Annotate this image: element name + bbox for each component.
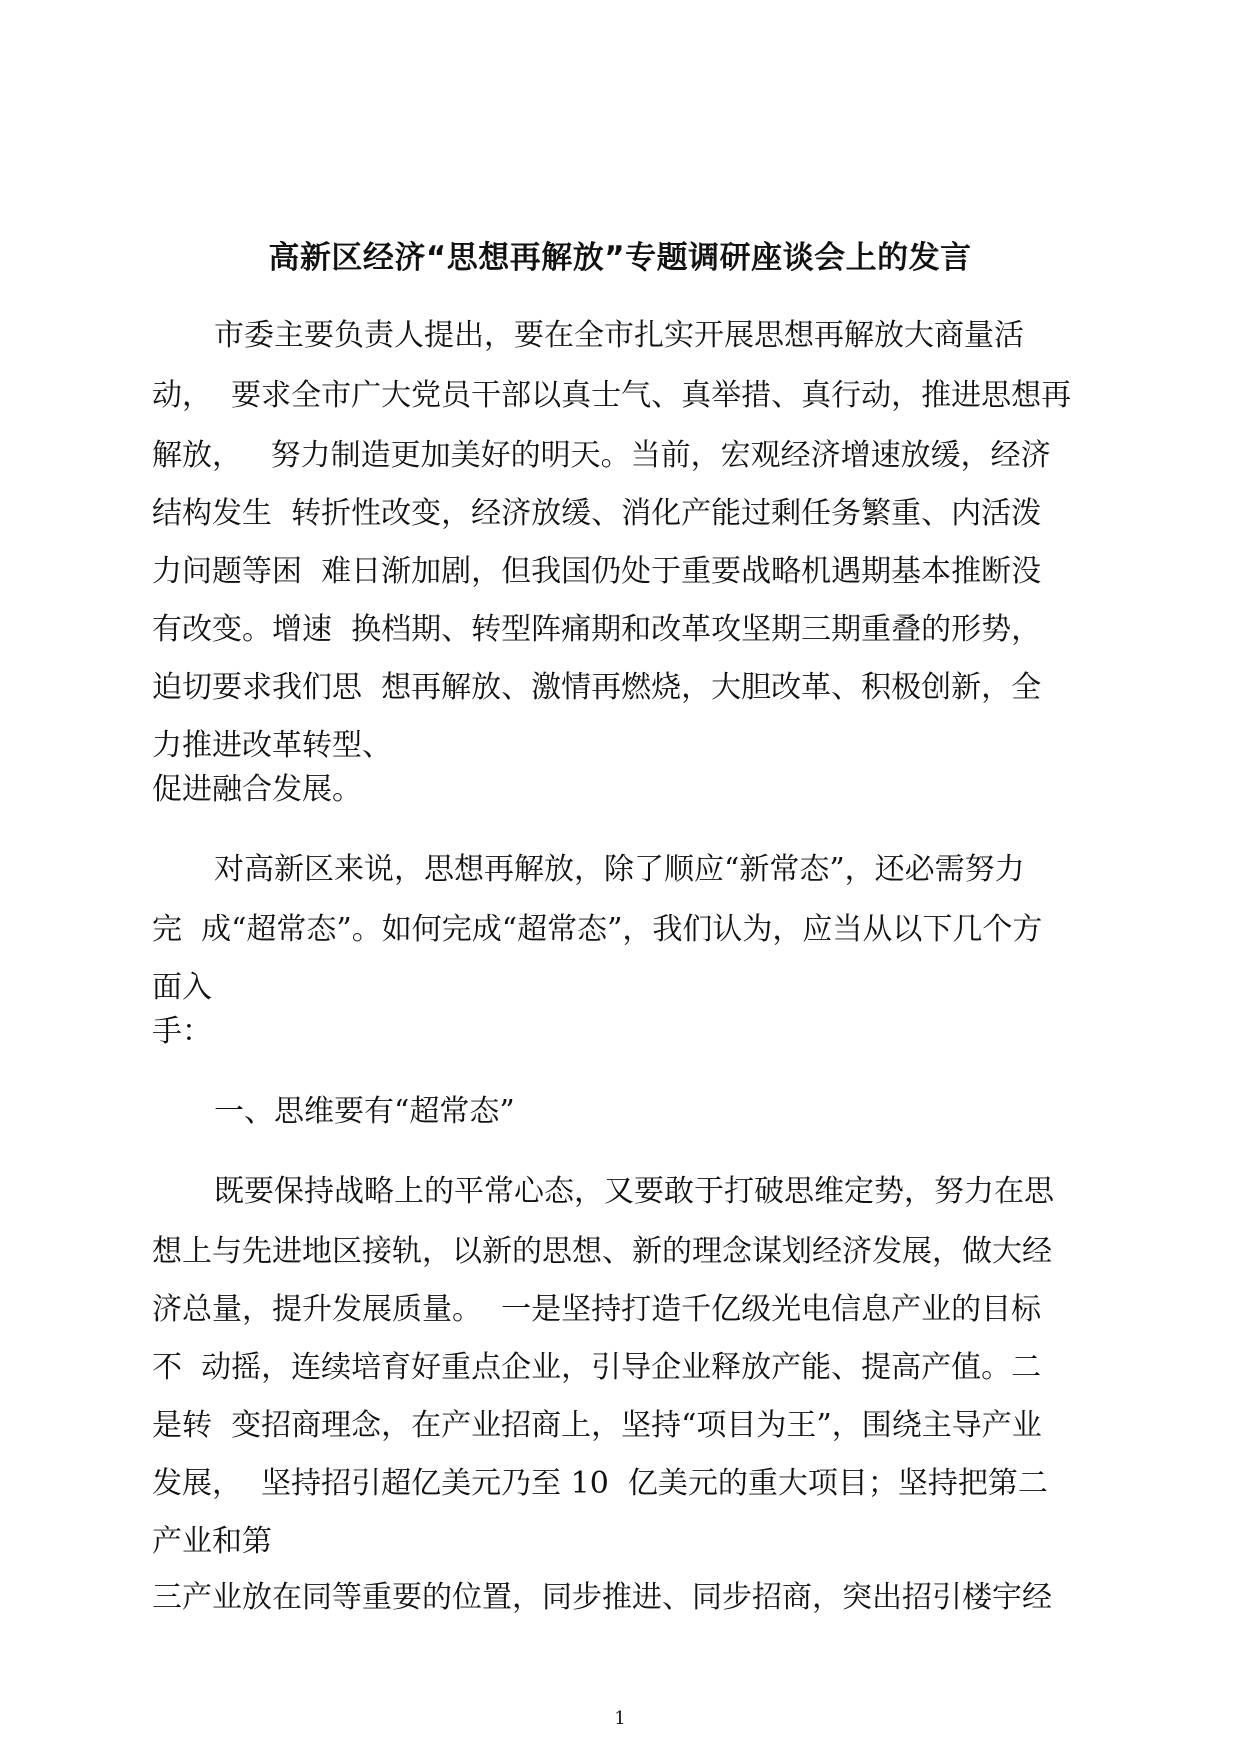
paragraph-line: 完 成“超常态”。如何完成“超常态”，我们认为，应当从以下几个方 (152, 912, 1043, 947)
paragraph-line: 发展， 坚持招引超亿美元乃至 10 亿美元的重大项目；坚持把第二 (152, 1466, 1048, 1501)
paragraph-line: 手： (152, 1014, 212, 1049)
paragraph-line: 三产业放在同等重要的位置，同步推进、同步招商，突出招引楼宇经 (152, 1580, 1052, 1615)
paragraph-line: 结构发生 转折性改变，经济放缓、消化产能过剩任务繁重、内活泼 (152, 496, 1042, 531)
page-number: 1 (614, 1708, 626, 1729)
paragraph-line: 产业和第 (152, 1524, 272, 1559)
paragraph-line: 力推进改革转型、 (152, 728, 392, 763)
paragraph-line: 对高新区来说，思想再解放，除了顺应“新常态”，还必需努力 (214, 852, 1025, 887)
paragraph-line: 是转 变招商理念，在产业招商上，坚持“项目为王”，围绕主导产业 (152, 1408, 1042, 1443)
paragraph-line: 不 动摇，连续培育好重点企业，引导企业释放产能、提高产值。二 (152, 1350, 1042, 1385)
paragraph-line: 济总量，提升发展质量。 一是坚持打造千亿级光电信息产业的目标 (152, 1292, 1042, 1327)
document-title: 高新区经济“思想再解放”专题调研座谈会上的发言 (268, 240, 972, 276)
paragraph-line: 有改变。增速 换档期、转型阵痛期和改革攻坚期三期重叠的形势， (152, 612, 1042, 647)
paragraph-line: 力问题等困 难日渐加剧，但我国仍处于重要战略机遇期基本推断没 (152, 554, 1042, 589)
paragraph-line: 促进融合发展。 (152, 772, 362, 807)
section-heading: 一、思维要有“超常态” (214, 1094, 515, 1129)
paragraph-line: 动， 要求全市广大党员干部以真士气、真举措、真行动，推进思想再 (152, 378, 1072, 413)
paragraph-line: 既要保持战略上的平常心态，又要敢于打破思维定势，努力在思 (214, 1174, 1054, 1209)
paragraph-line: 迫切要求我们思 想再解放、激情再燃烧，大胆改革、积极创新，全 (152, 670, 1042, 705)
paragraph-line: 面入 (152, 970, 212, 1005)
paragraph-line: 想上与先进地区接轨，以新的思想、新的理念谋划经济发展，做大经 (152, 1234, 1052, 1269)
paragraph-line: 解放， 努力制造更加美好的明天。当前，宏观经济增速放缓，经济 (152, 438, 1051, 473)
paragraph-line: 市委主要负责人提出，要在全市扎实开展思想再解放大商量活 (214, 318, 1024, 353)
